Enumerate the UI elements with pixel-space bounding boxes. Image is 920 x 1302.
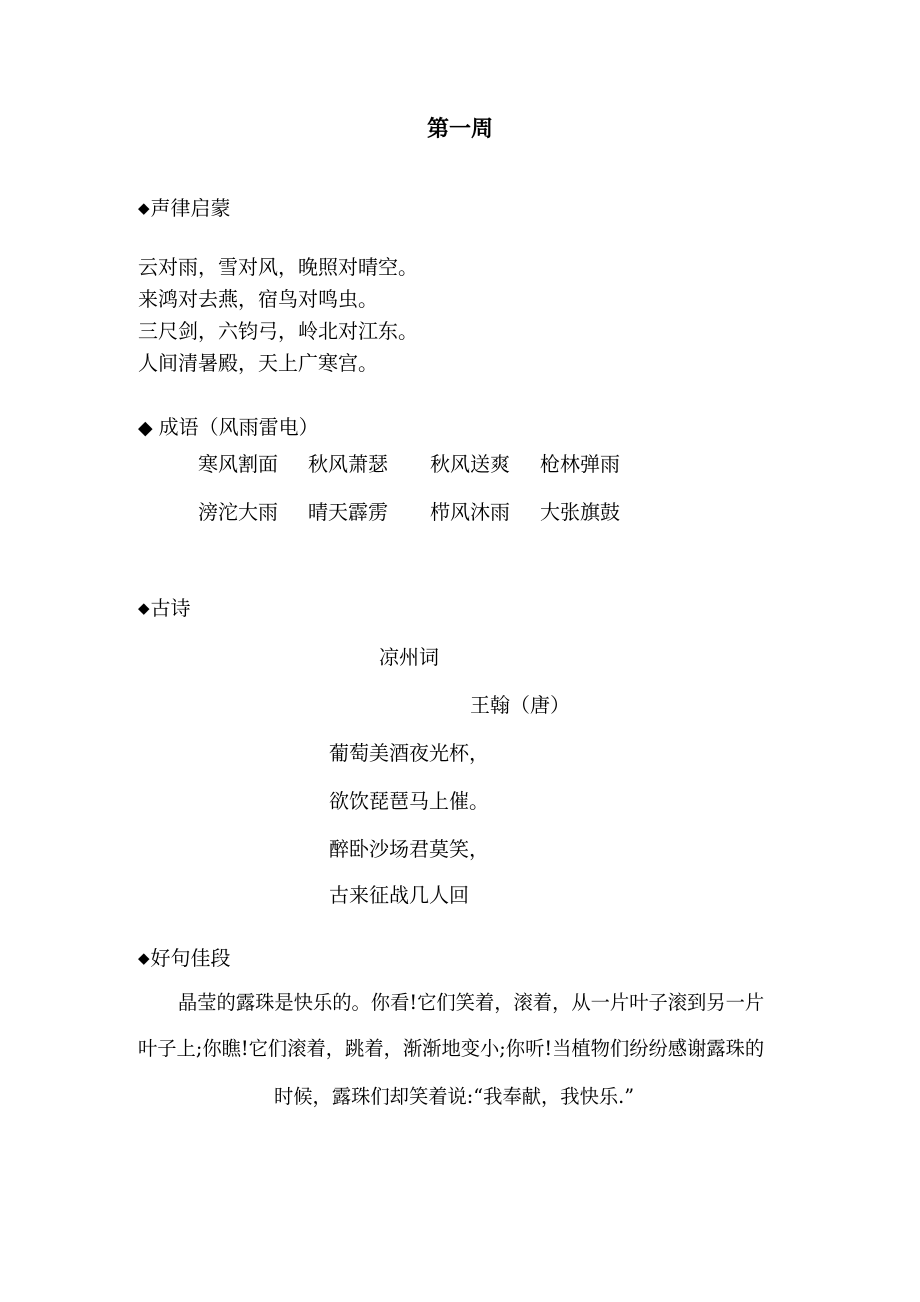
poem-line: 醉卧沙场君莫笑， bbox=[329, 837, 489, 861]
idiom-item: 寒风割面 bbox=[198, 452, 278, 476]
verse-line: 云对雨，雪对风，晚照对晴空。 bbox=[138, 255, 418, 279]
paragraph-line: 叶子上;你瞧!它们滚着，跳着，渐渐地变小;你听!当植物们纷纷感谢露珠的 bbox=[138, 1037, 765, 1060]
idiom-item: 滂沱大雨 bbox=[198, 500, 278, 524]
poem-line: 葡萄美酒夜光杯， bbox=[329, 741, 489, 765]
verse-line: 三尺剑，六钧弓，岭北对江东。 bbox=[138, 319, 418, 343]
idiom-item: 秋风萧瑟 bbox=[308, 452, 388, 476]
idiom-item: 晴天霹雳 bbox=[308, 500, 388, 524]
idiom-item: 栉风沐雨 bbox=[430, 500, 510, 524]
section-heading-chengyu bbox=[138, 417, 319, 438]
verse-line: 人间清暑殿，天上广寒宫。 bbox=[138, 351, 378, 375]
paragraph-line: 时候，露珠们却笑着说:“我奉献，我快乐.” bbox=[274, 1085, 635, 1108]
idiom-item: 秋风送爽 bbox=[430, 452, 510, 476]
section-heading-text: 好句佳段 bbox=[150, 946, 231, 970]
section-heading-text: 古诗 bbox=[150, 596, 191, 620]
diamond-bullet-icon: ◆ bbox=[138, 949, 150, 967]
diamond-bullet-icon: ◆ bbox=[138, 599, 150, 617]
diamond-bullet-icon: ◆ bbox=[138, 417, 153, 439]
section-heading-text: 声律启蒙 bbox=[150, 196, 231, 220]
section-heading-haoju bbox=[138, 948, 231, 968]
poem-author: 王翰（唐） bbox=[470, 693, 570, 717]
page-title: 第一周 bbox=[426, 116, 493, 142]
paragraph-line: 晶莹的露珠是快乐的。你看!它们笑着，滚着，从一片叶子滚到另一片 bbox=[178, 991, 765, 1014]
section-heading-text: 成语（风雨雷电） bbox=[158, 415, 319, 439]
poem-line: 古来征战几人回 bbox=[329, 883, 469, 907]
diamond-bullet-icon: ◆ bbox=[138, 199, 150, 217]
idiom-item: 大张旗鼓 bbox=[540, 500, 620, 524]
idiom-item: 枪林弹雨 bbox=[540, 452, 620, 476]
poem-line: 欲饮琵琶马上催。 bbox=[329, 789, 489, 813]
poem-title: 凉州词 bbox=[379, 645, 439, 669]
section-heading-gushi bbox=[138, 598, 191, 618]
section-heading-shenglv bbox=[138, 198, 231, 218]
verse-line: 来鸿对去燕，宿鸟对鸣虫。 bbox=[138, 287, 378, 311]
